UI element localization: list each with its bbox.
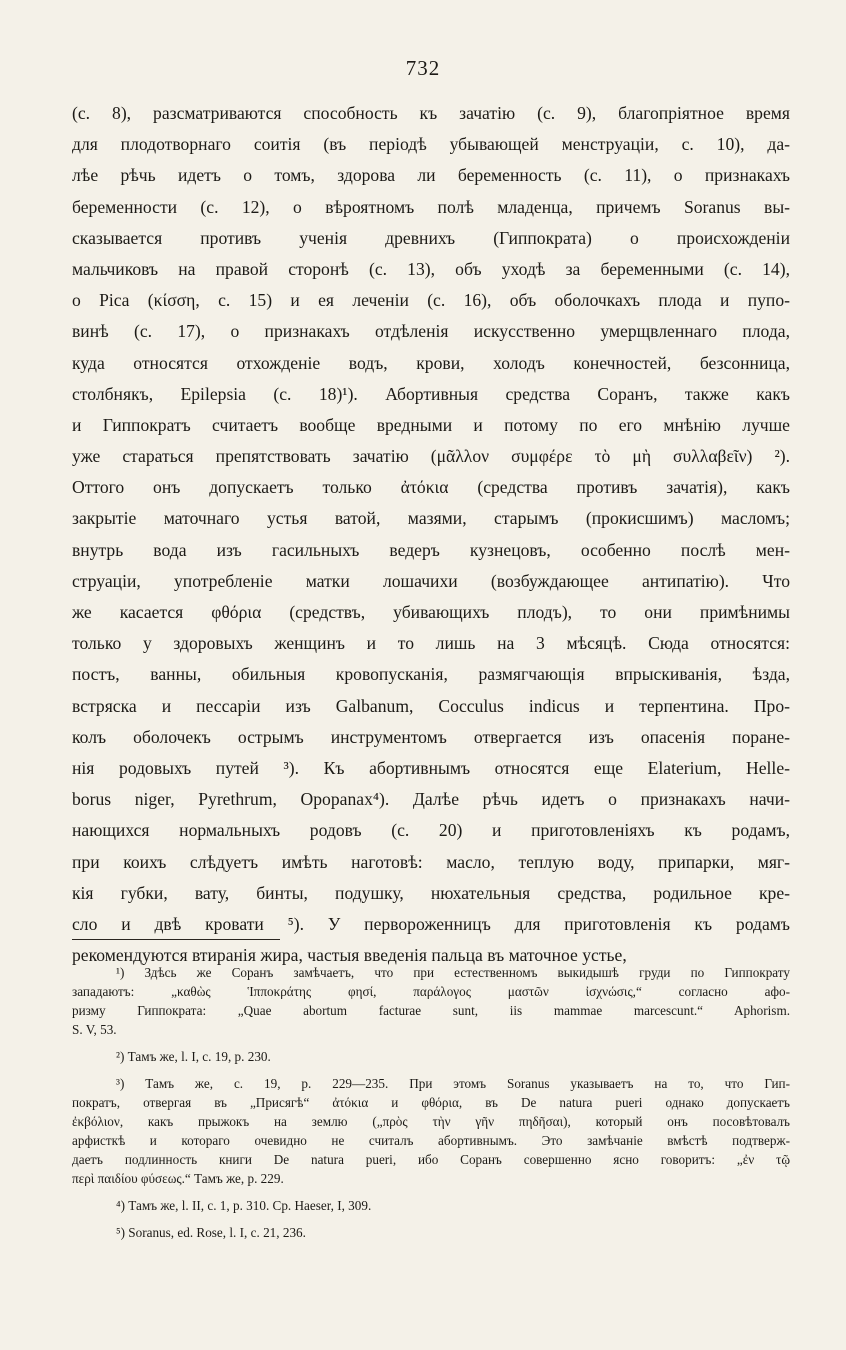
page-number: 732 (405, 56, 441, 80)
text-line: лѣе рѣчь идетъ о томъ, здорова ли беременность (с. 11), о признакахъ (72, 165, 790, 186)
text-line: мальчиковъ на правой сторонѣ (с. 13), объ уходѣ за беременными (с. 14), (72, 258, 790, 279)
text-line: столбнякъ, Epilepsia (с. 18)¹). Абортивныя средства Соранъ, также какъ (72, 383, 790, 404)
footnote-line: περὶ παιδίου φύσεως.“ Тамъ же, p. 229. (72, 1171, 284, 1186)
text-line: Оттого онъ допускаетъ только ἀτόκια (средства противъ зачатія), какъ (72, 477, 790, 498)
footnote-1 (72, 963, 790, 1039)
text-line: винѣ (с. 17), о признакахъ отдѣленія искусственно умерщвленнаго плода, (72, 321, 790, 342)
footnote-line: ἐκβόλιον, какъ прыжокъ на землю („πρὸς τὴν γῆν πηδῆσαι), который онъ посовѣтовалъ (72, 1114, 790, 1129)
text-line: внутрь вода изъ гасильныхъ ведеръ кузнецовъ, особенно послѣ мен- (72, 539, 790, 560)
text-line: при коихъ слѣдуетъ имѣть наготовѣ: масло, теплую воду, припарки, мяг- (72, 851, 790, 872)
text-line: (с. 8), разсматриваются способность къ зачатію (с. 9), благопріятное время (72, 103, 790, 123)
text-line: колъ оболочекъ острымъ инструментомъ отвергается изъ опасенія поране- (72, 726, 790, 747)
footnote-line: западаютъ: „καθὼς Ἱπποκράτης φησί, παράλογος μαστῶν ἰσχνώσις,“ согласно афо- (72, 984, 790, 999)
text-line: сказывается противъ ученія древнихъ (Гиппократа) о происхожденіи (72, 227, 790, 248)
footnotes (72, 963, 790, 1242)
footnote-2 (72, 1047, 790, 1066)
text-line: уже стараться препятствовать зачатію (μᾶλλον συμφέρε τὸ μὴ συλλαβεῖν) ²). (72, 446, 790, 467)
text-line: беременности (с. 12), о вѣроятномъ полѣ младенца, причемъ Soranus вы- (72, 196, 790, 217)
text-line: о Pica (κίσση, с. 15) и ея леченіи (с. 16), объ оболочкахъ плода и пупо- (72, 290, 790, 311)
text-line: сло и двѣ кровати ⁵). У первороженницъ для приготовленія къ родамъ (72, 913, 790, 934)
text-line: закрытіе маточнаго устья ватой, мазями, старымъ (прокисшимъ) масломъ; (72, 508, 790, 529)
text-line: нія родовыхъ путей ³). Къ абортивнымъ относятся еще Elaterium, Helle- (72, 757, 790, 778)
footnote-line: даетъ подлинность книги De natura pueri, ибо Соранъ совершенно ясно говоритъ: „ἐν τῷ (72, 1152, 790, 1167)
footnote-line: ¹) Здѣсь же Соранъ замѣчаетъ, что при естественномъ выкидышѣ груди по Гиппократу (116, 965, 790, 980)
footnote-line: S. V, 53. (72, 1022, 117, 1037)
footnote-line: ризму Гиппократа: „Quae abortum facturae sunt, iis mammae marcescunt.“ Aphorism. (72, 1003, 790, 1018)
footnote-5 (72, 1223, 790, 1242)
text-line: borus niger, Pyrethrum, Opopanax⁴). Далѣе рѣчь идетъ о признакахъ начи- (72, 789, 790, 810)
footnote-line: ²) Тамъ же, l. I, c. 19, p. 230. (116, 1049, 271, 1064)
text-line: и Гиппократъ считаетъ вообще вредными и потому по его мнѣнію лучше (72, 414, 790, 435)
text-line: кія губки, вату, бинты, подушку, нюхательныя средства, родильное кре- (72, 882, 790, 903)
footnote-line: арфисткѣ и котораго очевидно не считалъ абортивнымъ. Это замѣчаніе вмѣстѣ подтверж- (72, 1133, 790, 1148)
text-line: постъ, ванны, обильныя кровопусканія, размягчающія впрыскиванія, ѣзда, (72, 664, 790, 685)
text-line: рекомендуются втиранія жира, частыя введенія пальца въ маточное устье, (72, 945, 627, 966)
footnote-4 (72, 1196, 790, 1215)
text-line: же касается φθόρια (средствъ, убивающихъ плодъ), то они примѣнимы (72, 602, 790, 622)
footnote-line: ³) Тамъ же, c. 19, p. 229—235. При этомъ Soranus указываетъ на то, что Гип- (116, 1076, 790, 1091)
footnote-line: пократъ, отвергая въ „Присягѣ“ ἀτόκια и φθόρια, въ De natura pueri однако допускаетъ (72, 1095, 790, 1110)
text-line: нающихся нормальныхъ родовъ (с. 20) и приготовленіяхъ къ родамъ, (72, 820, 790, 841)
text-line: для плодотворнаго соитія (въ періодѣ убывающей менструаціи, с. 10), да- (72, 134, 790, 155)
footnote-divider (72, 939, 280, 940)
text-line: струаціи, употребленіе матки лошачихи (возбуждающее антипатію). Что (72, 570, 790, 591)
text-line: куда относятся отхожденіе водъ, крови, холодъ конечностей, безсонница, (72, 352, 790, 373)
main-text (72, 98, 790, 971)
footnote-3 (72, 1074, 790, 1188)
text-line: только у здоровыхъ женщинъ и то лишь на 3 мѣсяцѣ. Сюда относятся: (72, 633, 790, 654)
footnote-line: ⁴) Тамъ же, l. II, c. 1, p. 310. Ср. Haeser, I, 309. (116, 1198, 372, 1213)
footnote-line: ⁵) Soranus, ed. Rose, l. I, c. 21, 236. (116, 1225, 306, 1240)
text-line: встряска и пессаріи изъ Galbanum, Cocculus indicus и терпентина. Про- (72, 695, 790, 716)
